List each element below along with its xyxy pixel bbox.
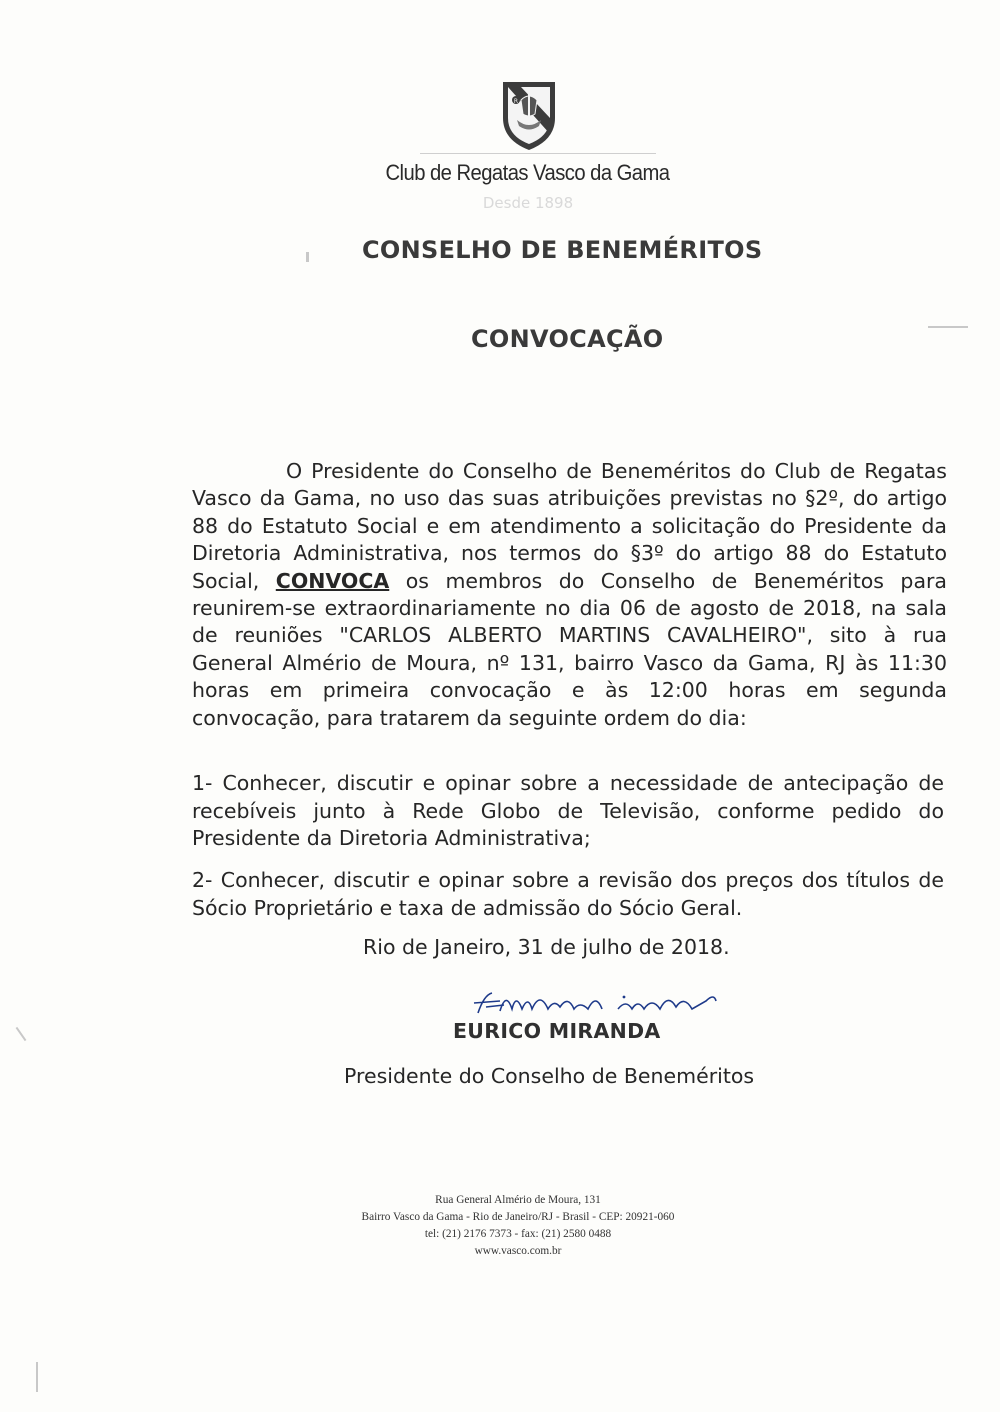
club-name: Club de Regatas Vasco da Gama [385, 160, 670, 185]
scan-speck [306, 252, 309, 262]
scan-speck [36, 1362, 38, 1392]
footer-district: Bairro Vasco da Gama - Rio de Janeiro/RJ - Brasil - CEP: 20921-060 [361, 1211, 675, 1223]
convoca-emphasis: CONVOCA [275, 568, 390, 593]
handwritten-signature [470, 985, 720, 1021]
scan-speck [16, 1027, 27, 1041]
council-heading: CONSELHO DE BENEMÉRITOS [362, 236, 763, 264]
scan-speck [928, 326, 968, 328]
document-title: CONVOCAÇÃO [471, 325, 664, 353]
footer-street: Rua General Almério de Moura, 131 [435, 1194, 601, 1206]
signer-role: Presidente do Conselho de Beneméritos [344, 1064, 755, 1088]
date-line: Rio de Janeiro, 31 de julho de 2018. [363, 935, 730, 959]
agenda-item: 1- Conhecer, discutir e opinar sobre a necessidade de antecipação de recebíveis junto à Rede Globo de Televisão, conforme pedido do Presidente da Diretoria Administrativa; [192, 771, 944, 850]
paragraph-text-end: os membros do Conselho de Beneméritos para reunirem-se extraordinariamente no dia 06 de agosto de 2018, na sala de reuniões "CARLOS ALBERTO MARTINS CAVALHEIRO", sito à rua General Almério de Moura, nº 131, bairro Vasco da Gama, RJ às 11:30 horas em primeira convocação e às 12:00 horas em segunda convocação, para tratarem da seguinte ordem do dia: [192, 568, 947, 730]
agenda-item: 2- Conhecer, discutir e opinar sobre a revisão dos preços dos títulos de Sócio Proprietário e taxa de admissão do Sócio Geral. [192, 868, 944, 920]
footer-address-block [300, 1192, 736, 1260]
svg-text:R: R [513, 98, 519, 105]
vasco-crest-icon [499, 78, 559, 152]
footer-website: www.vasco.com.br [474, 1245, 562, 1257]
founding-year: Desde 1898 [482, 194, 574, 212]
convocation-paragraph [192, 458, 947, 732]
signer-name: EURICO MIRANDA [453, 1019, 661, 1043]
footer-phones: tel: (21) 2176 7373 - fax: (21) 2580 0488 [424, 1228, 612, 1240]
letterhead-rule [420, 153, 656, 154]
paragraph-text-start: O Presidente do Conselho de Beneméritos do Club de Regatas Vasco da Gama, no uso das suas atribuições previstas no §2º, do artigo 88 do Estatuto Social e em atendimento a solicitação do Presidente da Diretoria Administrativa, nos termos do §3º do artigo 88 do Estatuto Social, [192, 459, 947, 593]
